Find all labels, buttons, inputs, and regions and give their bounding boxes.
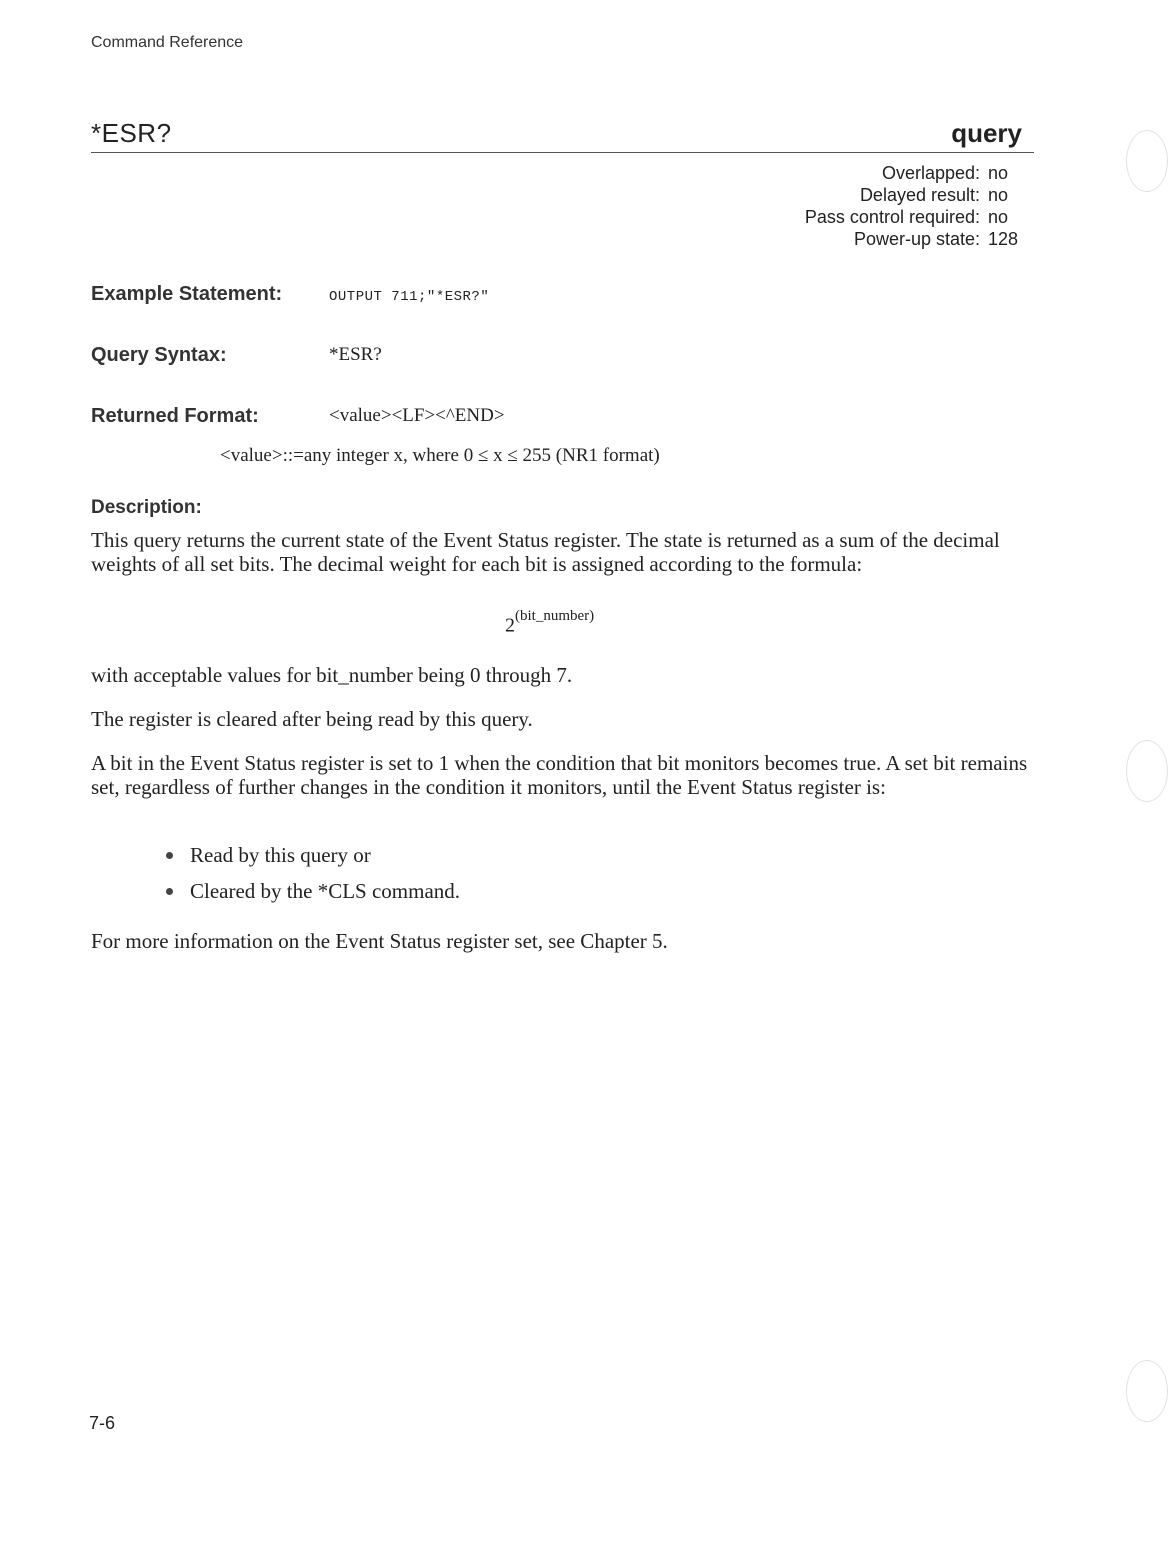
bullet-icon [166,852,173,859]
attr-label: Overlapped: [881,163,980,183]
example-statement-value: OUTPUT 711;"*ESR?" [329,289,490,305]
returned-format-label: Returned Format: [91,405,259,427]
value-definition: <value>::=any integer x, where 0 ≤ x ≤ 255 (NR1 format) [220,445,660,466]
description-paragraph-4: A bit in the Event Status register is set to 1 when the condition that bit monitors becomes true. A set bit remains set, regardless of further changes in the condition it monitors, until the Event Status register is: [91,751,1028,799]
running-head: Command Reference [91,34,244,51]
attr-label: Power-up state: [853,229,980,249]
example-statement-label: Example Statement: [91,283,283,305]
returned-format-value: <value><LF><^END> [329,405,505,426]
command-type: query [951,118,1022,148]
list-item [160,843,460,879]
formula-exponent: (bit_number) [515,608,595,624]
formula-base: 2 [505,614,515,637]
description-paragraph-2: with acceptable values for bit_number being 0 through 7. [91,663,573,687]
attr-label: Pass control required: [804,207,980,227]
list-item [160,879,460,915]
attr-value: no [988,185,1009,205]
list-item-text: Read by this query or [190,843,371,867]
bullet-list [160,843,460,915]
attr-overlapped [805,162,1022,184]
punch-hole-icon [1126,1360,1168,1422]
page-number: 7-6 [89,1413,116,1433]
punch-hole-icon [1126,130,1168,192]
weight-formula [505,608,595,638]
punch-hole-icon [1126,740,1168,802]
attr-value: no [988,163,1009,183]
attr-delayed-result [805,184,1022,206]
title-rule [91,152,1034,153]
description-paragraph-3: The register is cleared after being read by this query. [91,707,533,731]
command-attributes [805,162,1022,250]
description-paragraph-5: For more information on the Event Status register set, see Chapter 5. [91,929,668,953]
attr-value: 128 [988,229,1019,249]
attr-value: no [988,207,1009,227]
bullet-icon [166,888,173,895]
query-syntax-label: Query Syntax: [91,344,227,366]
list-item-text: Cleared by the *CLS command. [190,879,461,903]
attr-power-up-state [805,228,1022,250]
description-paragraph-1: This query returns the current state of the Event Status register. The state is returned as a sum of the decimal weights of all set bits. The decimal weight for each bit is assigned according to the formula: [91,528,1000,576]
query-syntax-value: *ESR? [329,344,382,365]
description-label: Description: [91,497,202,518]
command-title: *ESR? [91,118,172,148]
attr-pass-control [805,206,1022,228]
attr-label: Delayed result: [859,185,980,205]
